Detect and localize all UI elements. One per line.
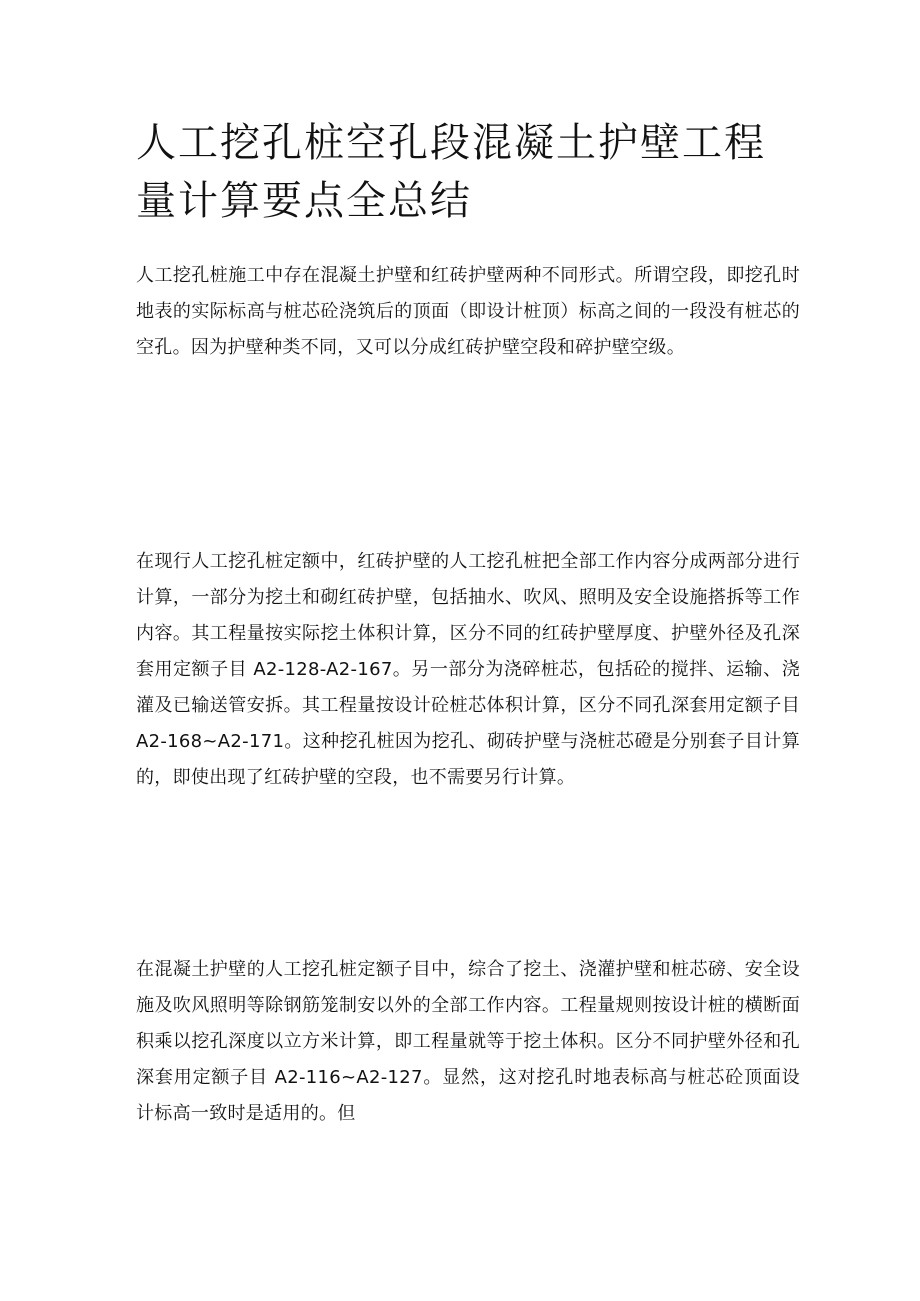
paragraph-concrete-quota: 在混凝土护壁的人工挖孔桩定额子目中，综合了挖土、浇灌护壁和桩芯磅、安全设施及吹风照明等除钢筋笼制安以外的全部工作内容。工程量规则按设计桩的横断面积乘以挖孔深度以立方米计算，即工程量就等于挖土体积。区分不同护壁外径和孔深套用定额子目 A2-116~A2-127。显然，这对挖孔时地表标高与桩芯砼顶面设计标高一致时是适用的。但 xyxy=(136,959,800,1124)
paragraph-red-brick-quota: 在现行人工挖孔桩定额中，红砖护壁的人工挖孔桩把全部工作内容分成两部分进行计算，一部分为挖土和砌红砖护壁，包括抽水、吹风、照明及安全设施搭拆等工作内容。其工程量按实际挖土体积计算，区分不同的红砖护壁厚度、护壁外径及孔深套用定额子目 A2-128-A2-167。另一部分为浇碎桩芯，包括砼的搅拌、运输、浇灌及已输送管安拆。其工程量按设计砼桩芯体积计算，区分不同孔深套用定额子目 A2-168~A2-171。这种挖孔桩因为挖孔、砌砖护壁与浇桩芯磴是分别套子目计算的，即使出现了红砖护壁的空段，也不需要另行计算。 xyxy=(136,551,800,788)
page-title: 人工挖孔桩空孔段混凝土护壁工程量计算要点全总结 xyxy=(136,120,766,224)
paragraph-intro: 人工挖孔桩施工中存在混凝土护壁和红砖护壁两种不同形式。所谓空段，即挖孔时地表的实际标高与桩芯砼浇筑后的顶面（即设计桩顶）标高之间的一段没有桩芯的空孔。因为护壁种类不同，又可以分成红砖护壁空段和碎护壁空级。 xyxy=(136,265,800,358)
